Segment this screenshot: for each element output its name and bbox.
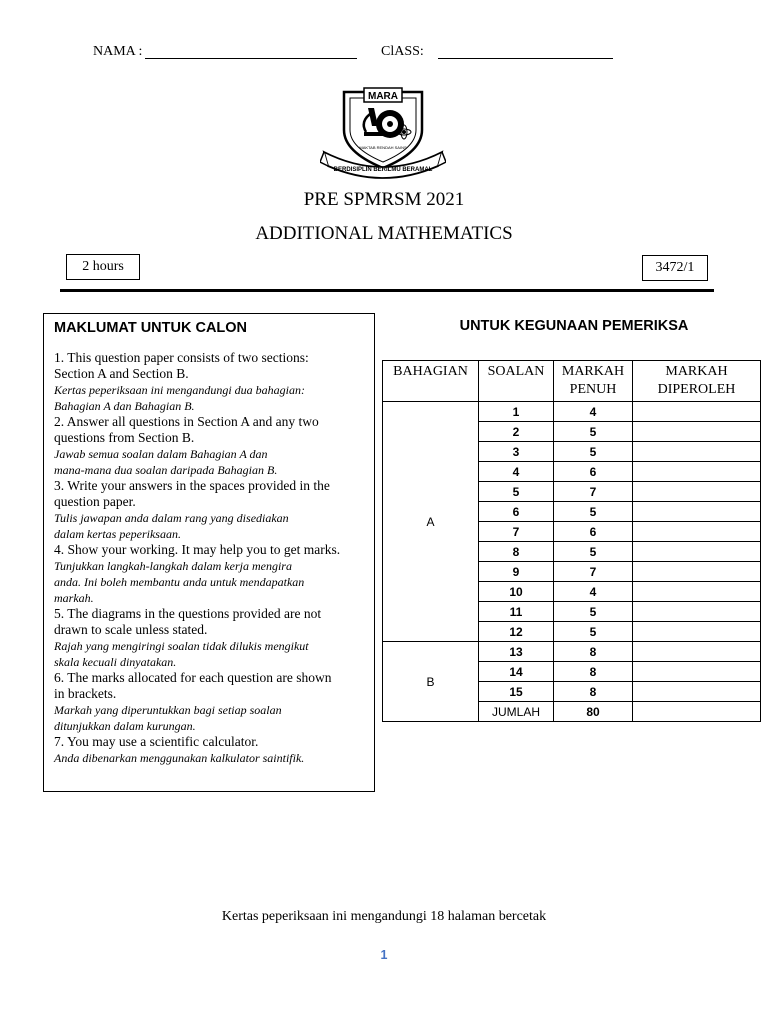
header-divider [60, 289, 714, 292]
logo-inner-text: MAKTAB RENDAH SAINS [359, 145, 407, 150]
marks-obtained-cell[interactable] [633, 442, 761, 462]
paper-code-box: 3472/1 [642, 255, 708, 281]
column-header-section: BAHAGIAN [383, 361, 479, 402]
class-label: ClASS: [381, 44, 424, 59]
question-number: 8 [479, 542, 554, 562]
marks-obtained-cell[interactable] [633, 622, 761, 642]
class-field[interactable] [438, 44, 613, 59]
full-marks: 6 [554, 462, 633, 482]
instruction-en: 4. Show your working. It may help you to get marks. [54, 542, 341, 557]
instruction-item [54, 350, 370, 414]
instruction-ms: Rajah yang mengiringi soalan tidak dilukis mengikut skala kecuali dinyatakan. [54, 639, 309, 669]
full-marks: 5 [554, 622, 633, 642]
question-number: 9 [479, 562, 554, 582]
full-marks: 5 [554, 442, 633, 462]
marks-obtained-cell[interactable] [633, 522, 761, 542]
examiner-heading: UNTUK KEGUNAAN PEMERIKSA [459, 318, 689, 334]
marks-table-body [383, 402, 761, 722]
total-full-marks: 80 [554, 702, 633, 722]
candidate-info-box [43, 313, 375, 792]
full-marks: 4 [554, 582, 633, 602]
instruction-en: 7. You may use a scientific calculator. [54, 734, 259, 749]
info-heading: MAKLUMAT UNTUK CALON [54, 320, 248, 336]
exam-title: PRE SPMRSM 2021 [303, 189, 465, 210]
question-number: 13 [479, 642, 554, 662]
question-number: 12 [479, 622, 554, 642]
question-number: 11 [479, 602, 554, 622]
instruction-item [54, 606, 370, 670]
column-header-question: SOALAN [479, 361, 554, 402]
full-marks: 7 [554, 482, 633, 502]
full-marks: 5 [554, 602, 633, 622]
full-marks: 7 [554, 562, 633, 582]
instruction-item [54, 414, 370, 478]
full-marks: 4 [554, 402, 633, 422]
name-field[interactable] [145, 44, 357, 59]
section-a-cell: A [383, 402, 479, 642]
instruction-item [54, 542, 370, 606]
instruction-en: 2. Answer all questions in Section A and any two questions from Section B. [54, 414, 319, 445]
marks-obtained-cell[interactable] [633, 642, 761, 662]
instruction-item [54, 478, 370, 542]
table-row [383, 402, 761, 422]
full-marks: 5 [554, 422, 633, 442]
full-marks: 8 [554, 682, 633, 702]
table-row [383, 642, 761, 662]
marks-obtained-cell[interactable] [633, 542, 761, 562]
question-number: 5 [479, 482, 554, 502]
marks-obtained-cell[interactable] [633, 562, 761, 582]
marks-obtained-cell[interactable] [633, 502, 761, 522]
instruction-en: 6. The marks allocated for each question are shown in brackets. [54, 670, 332, 701]
question-number: 2 [479, 422, 554, 442]
marks-table [382, 360, 761, 722]
instruction-item [54, 670, 370, 734]
mara-crest-logo [320, 86, 446, 182]
marks-obtained-cell[interactable] [633, 482, 761, 502]
instruction-ms: Anda dibenarkan menggunakan kalkulator saintifik. [54, 751, 305, 765]
instruction-ms: Tunjukkan langkah-langkah dalam kerja mengira anda. Ini boleh membantu anda untuk mendapatkan markah. [54, 559, 305, 605]
duration-box: 2 hours [66, 254, 140, 280]
question-number: 14 [479, 662, 554, 682]
instruction-ms: Jawab semua soalan dalam Bahagian A dan mana-mana dua soalan daripada Bahagian B. [54, 447, 278, 477]
marks-obtained-cell[interactable] [633, 602, 761, 622]
full-marks: 5 [554, 502, 633, 522]
column-header-full-marks: MARKAH PENUH [554, 361, 633, 402]
total-label: JUMLAH [479, 702, 554, 722]
question-number: 15 [479, 682, 554, 702]
question-number: 1 [479, 402, 554, 422]
marks-obtained-cell[interactable] [633, 682, 761, 702]
column-header-marks-obtained: MARKAH DIPEROLEH [633, 361, 761, 402]
marks-obtained-cell[interactable] [633, 662, 761, 682]
logo-motto: BERDISIPLIN BERILMU BERAMAL [333, 167, 433, 173]
instruction-en: 5. The diagrams in the questions provided are not drawn to scale unless stated. [54, 606, 322, 637]
instruction-ms: Tulis jawapan anda dalam rang yang disediakan dalam kertas peperiksaan. [54, 511, 289, 541]
marks-obtained-cell[interactable] [633, 422, 761, 442]
full-marks: 6 [554, 522, 633, 542]
question-number: 7 [479, 522, 554, 542]
marks-obtained-cell[interactable] [633, 582, 761, 602]
logo-top-text: MARA [368, 91, 398, 102]
marks-obtained-cell[interactable] [633, 462, 761, 482]
full-marks: 8 [554, 662, 633, 682]
question-number: 4 [479, 462, 554, 482]
full-marks: 8 [554, 642, 633, 662]
section-b-cell: B [383, 642, 479, 722]
question-number: 10 [479, 582, 554, 602]
instruction-en: 1. This question paper consists of two sections: Section A and Section B. [54, 350, 309, 381]
subject-title: ADDITIONAL MATHEMATICS [255, 223, 513, 244]
marks-obtained-cell[interactable] [633, 402, 761, 422]
question-number: 3 [479, 442, 554, 462]
question-number: 6 [479, 502, 554, 522]
instruction-item [54, 734, 370, 766]
instruction-ms: Kertas peperiksaan ini mengandungi dua bahagian: Bahagian A dan Bahagian B. [54, 383, 305, 413]
page-count-note: Kertas peperiksaan ini mengandungi 18 halaman bercetak [221, 909, 547, 924]
instruction-ms: Markah yang diperuntukkan bagi setiap soalan ditunjukkan dalam kurungan. [54, 703, 282, 733]
page-number: 1 [380, 948, 388, 962]
full-marks: 5 [554, 542, 633, 562]
instruction-list [54, 350, 370, 766]
total-obtained-cell[interactable] [633, 702, 761, 722]
instruction-en: 3. Write your answers in the spaces provided in the question paper. [54, 478, 330, 509]
name-label: NAMA : [93, 44, 143, 59]
